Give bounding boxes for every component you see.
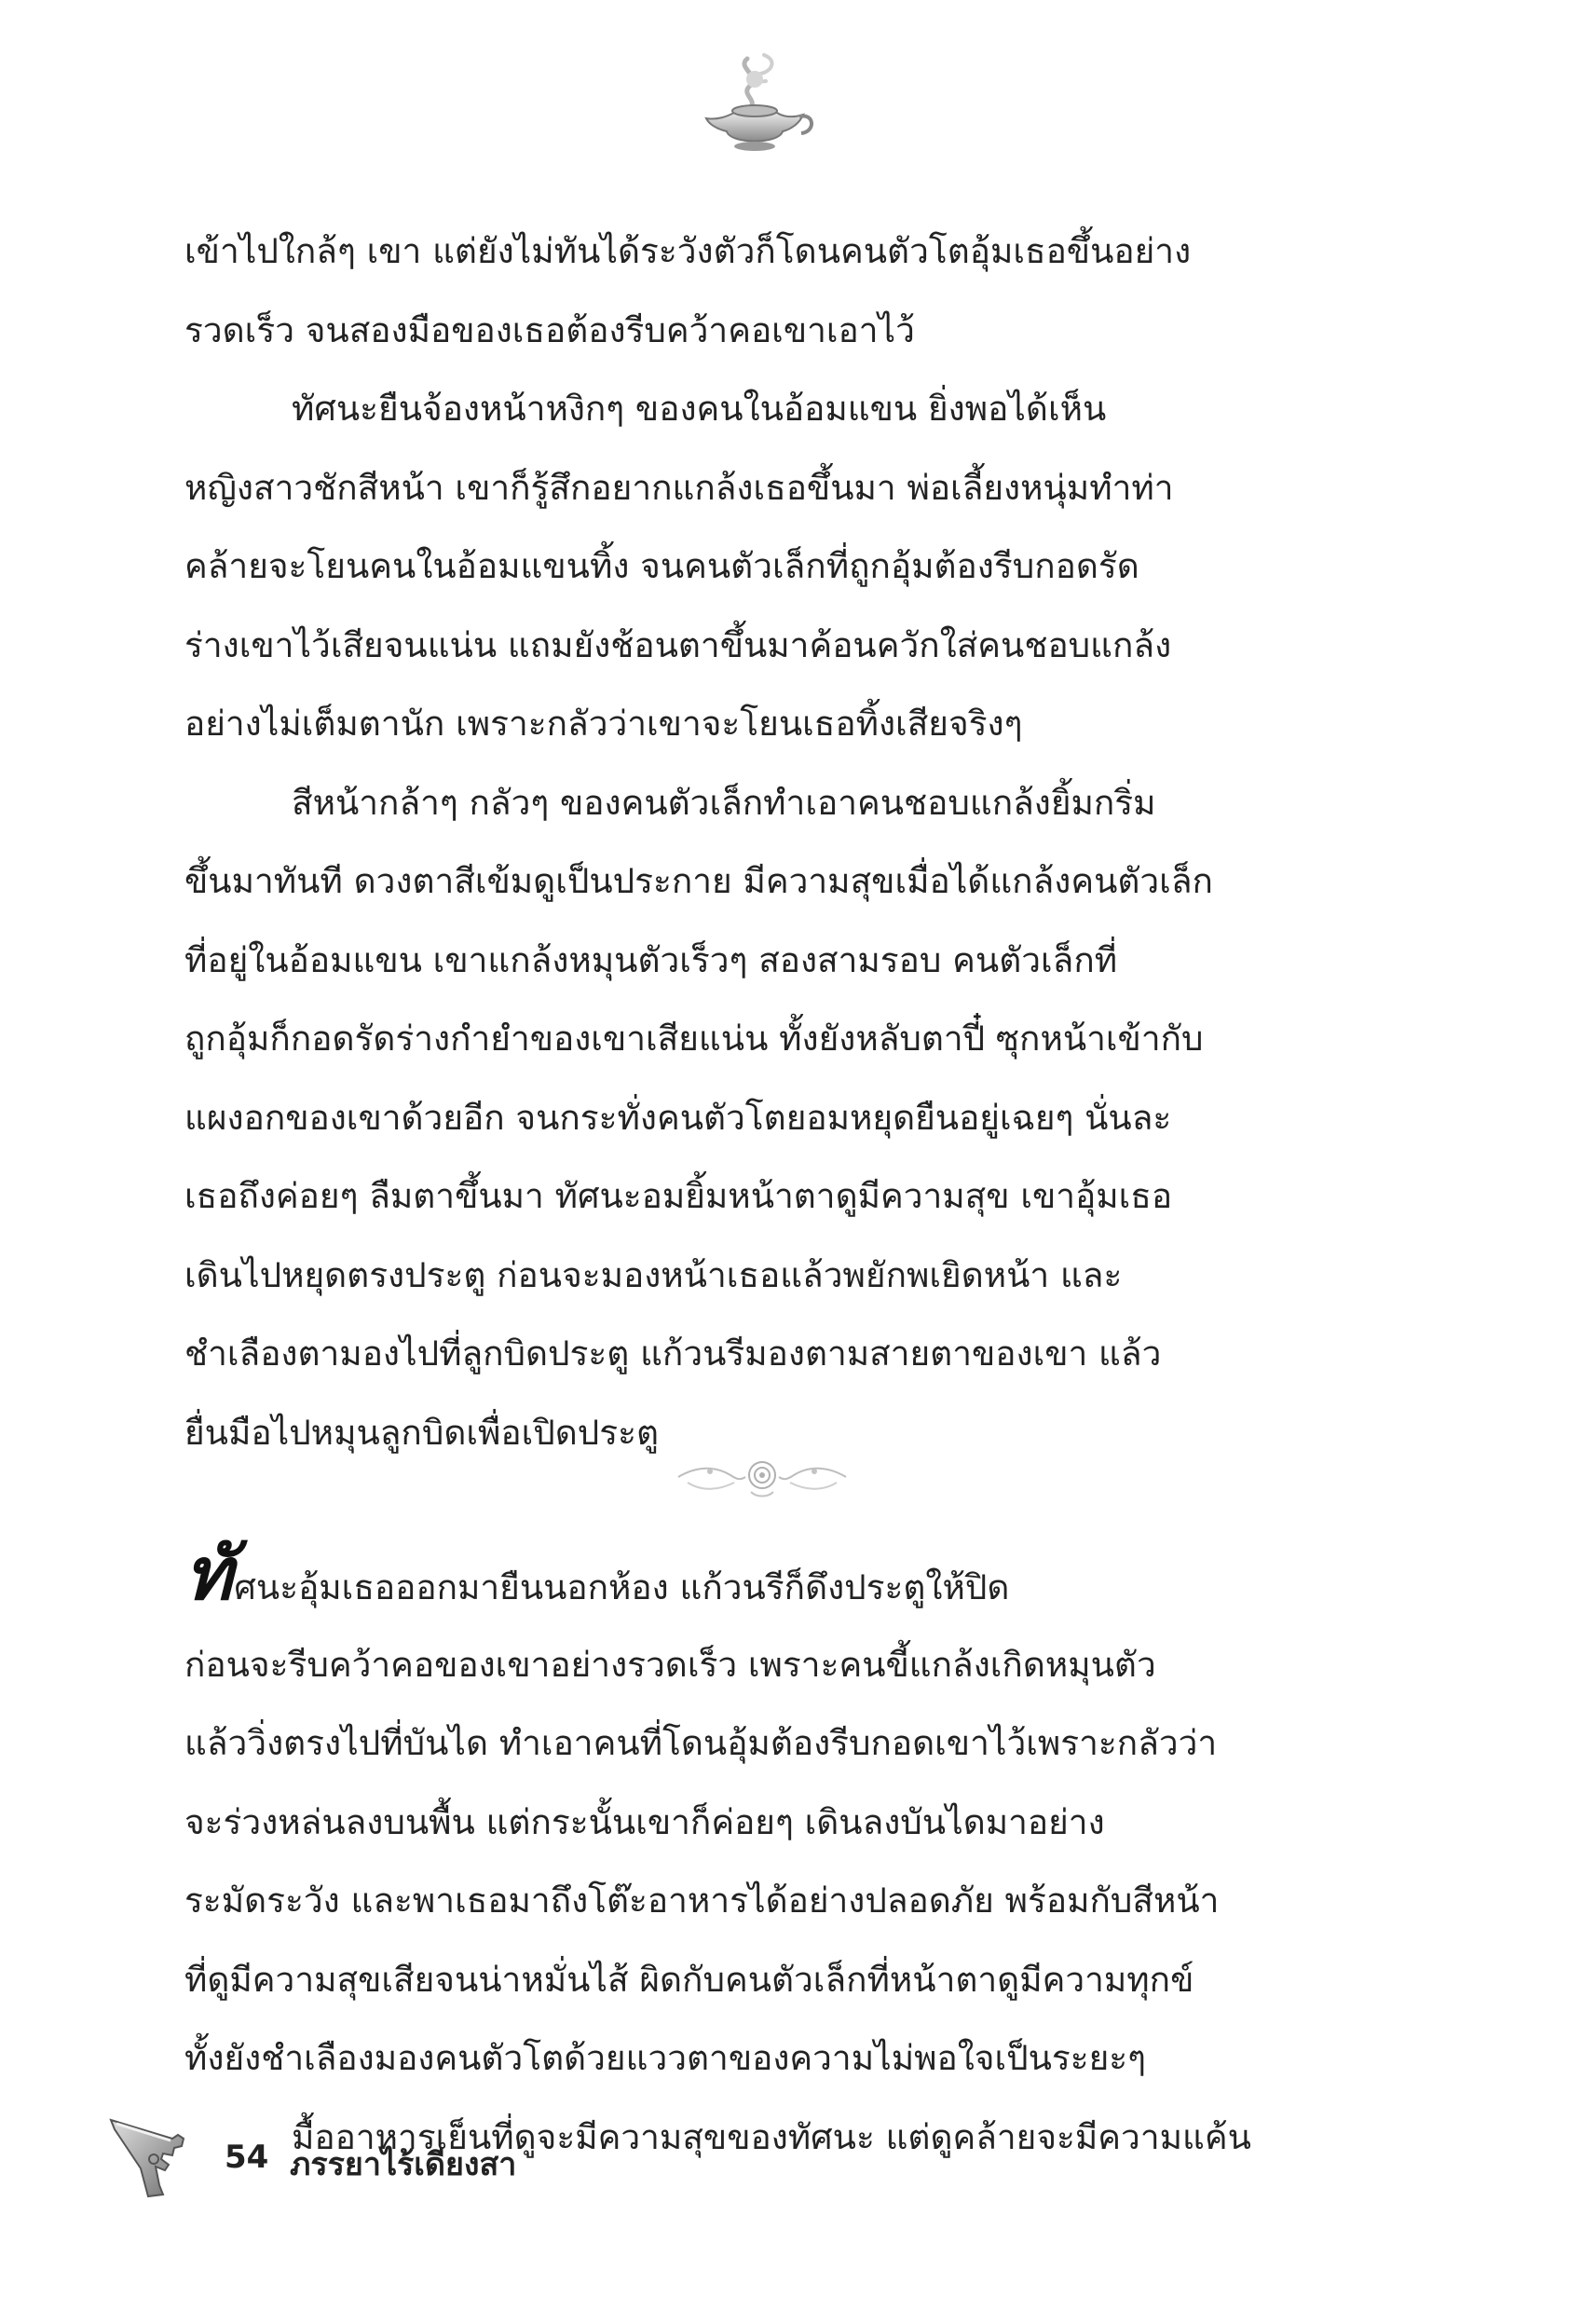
text-line: ทัศนะยืนจ้องหน้าหงิกๆ ของคนในอ้อมแขน ยิ่งพอได้เห็น	[292, 389, 1107, 429]
text-line: ระมัดระวัง และพาเธอมาถึงโต๊ะอาหารได้อย่างปลอดภัย พร้อมกับสีหน้า	[184, 1880, 1220, 1921]
body-text-section-2	[184, 1532, 1326, 2177]
text-line: แล้ววิ่งตรงไปที่บันได ทำเอาคนที่โดนอุ้มต้องรีบกอดเขาไว้เพราะกลัวว่า	[184, 1723, 1218, 1763]
text-line: รวดเร็ว จนสองมือของเธอต้องรีบคว้าคอเขาเอาไว้	[184, 309, 915, 350]
text-line: เธอถึงค่อยๆ ลืมตาขึ้นมา ทัศนะอมยิ้มหน้าตาดูมีความสุข เขาอุ้มเธอ	[184, 1176, 1173, 1216]
text-line: หญิงสาวชักสีหน้า เขาก็รู้สึกอยากแกล้งเธอขึ้นมา พ่อเลี้ยงหนุ่มทำท่า	[184, 467, 1174, 508]
text-line: เดินไปหยุดตรงประตู ก่อนจะมองหน้าเธอแล้วพยักพเยิดหน้า และ	[184, 1254, 1123, 1295]
text-line: อย่างไม่เต็มตานัก เพราะกลัวว่าเขาจะโยนเธอทิ้งเสียจริงๆ	[184, 704, 1023, 744]
text-line: ที่ดูมีความสุขเสียจนน่าหมั่นไส้ ผิดกับคนตัวเล็กที่หน้าตาดูมีความทุกข์	[184, 1959, 1194, 2000]
text-line-with-dropcap	[184, 1532, 1326, 1626]
text-line: จะร่วงหล่นลงบนพื้น แต่กระนั้นเขาก็ค่อยๆ เดินลงบันไดมาอย่าง	[184, 1801, 1105, 1842]
text-line: ขึ้นมาทันที ดวงตาสีเข้มดูเป็นประกาย มีความสุขเมื่อได้แกล้งคนตัวเล็ก	[184, 861, 1213, 901]
drop-cap: ทั	[184, 1532, 233, 1617]
text-line: ถูกอุ้มก็กอดรัดร่างกำยำของเขาเสียแน่น ทั้งยังหลับตาปี๋ ซุกหน้าเข้ากับ	[184, 1019, 1204, 1059]
text-line: ร่างเขาไว้เสียจนแน่น แถมยังช้อนตาขึ้นมาค้อนควักใส่คนชอบแกล้ง	[184, 624, 1172, 665]
text-line: ยื่นมือไปหมุนลูกบิดเพื่อเปิดประตู	[184, 1412, 660, 1453]
text-line: เข้าไปใกล้ๆ เขา แต่ยังไม่ทันได้ระวังตัวก็โดนคนตัวโตอุ้มเธอขึ้นอย่าง	[184, 231, 1192, 271]
text-line-rest: ศนะอุ้มเธอออกมายืนนอกห้อง แก้วนรีก็ดึงประตูให้ปิด	[234, 1567, 1010, 1607]
body-text-section-1	[184, 212, 1326, 1472]
text-line: คล้ายจะโยนคนในอ้อมแขนทิ้ง จนคนตัวเล็กที่ถูกอุ้มต้องรีบกอดรัด	[184, 546, 1139, 586]
text-line: ทั้งยังชำเลืองมองคนตัวโตด้วยแววตาของความไม่พอใจเป็นระยะๆ	[184, 2038, 1147, 2078]
text-line: แผงอกของเขาด้วยอีก จนกระทั่งคนตัวโตยอมหยุดยืนอยู่เฉยๆ นั่นละ	[184, 1097, 1172, 1138]
page-number: 54	[225, 2139, 269, 2176]
page-footer	[107, 2111, 666, 2213]
text-line: มื้ออาหารเย็นที่ดูจะมีความสุขของทัศนะ แต่ดูคล้ายจะมีความแค้น	[292, 2116, 1251, 2157]
text-line: ก่อนจะรีบคว้าคอของเขาอย่างรวดเร็ว เพราะคนขี้แกล้งเกิดหมุนตัว	[184, 1644, 1156, 1685]
text-line: ชำเลืองตามองไปที่ลูกบิดประตู แก้วนรีมองตามสายตาของเขา แล้ว	[184, 1333, 1162, 1374]
genie-lamp-icon	[689, 51, 820, 158]
floral-divider-icon	[669, 1449, 855, 1505]
book-title: ภรรยาไร้เดียงสา	[290, 2146, 517, 2183]
text-line: ที่อยู่ในอ้อมแขน เขาแกล้งหมุนตัวเร็วๆ สองสามรอบ คนตัวเล็กที่	[184, 939, 1118, 980]
text-line: สีหน้ากล้าๆ กลัวๆ ของคนตัวเล็กทำเอาคนชอบแกล้งยิ้มกริ่ม	[292, 782, 1156, 823]
pistol-icon	[107, 2111, 205, 2199]
